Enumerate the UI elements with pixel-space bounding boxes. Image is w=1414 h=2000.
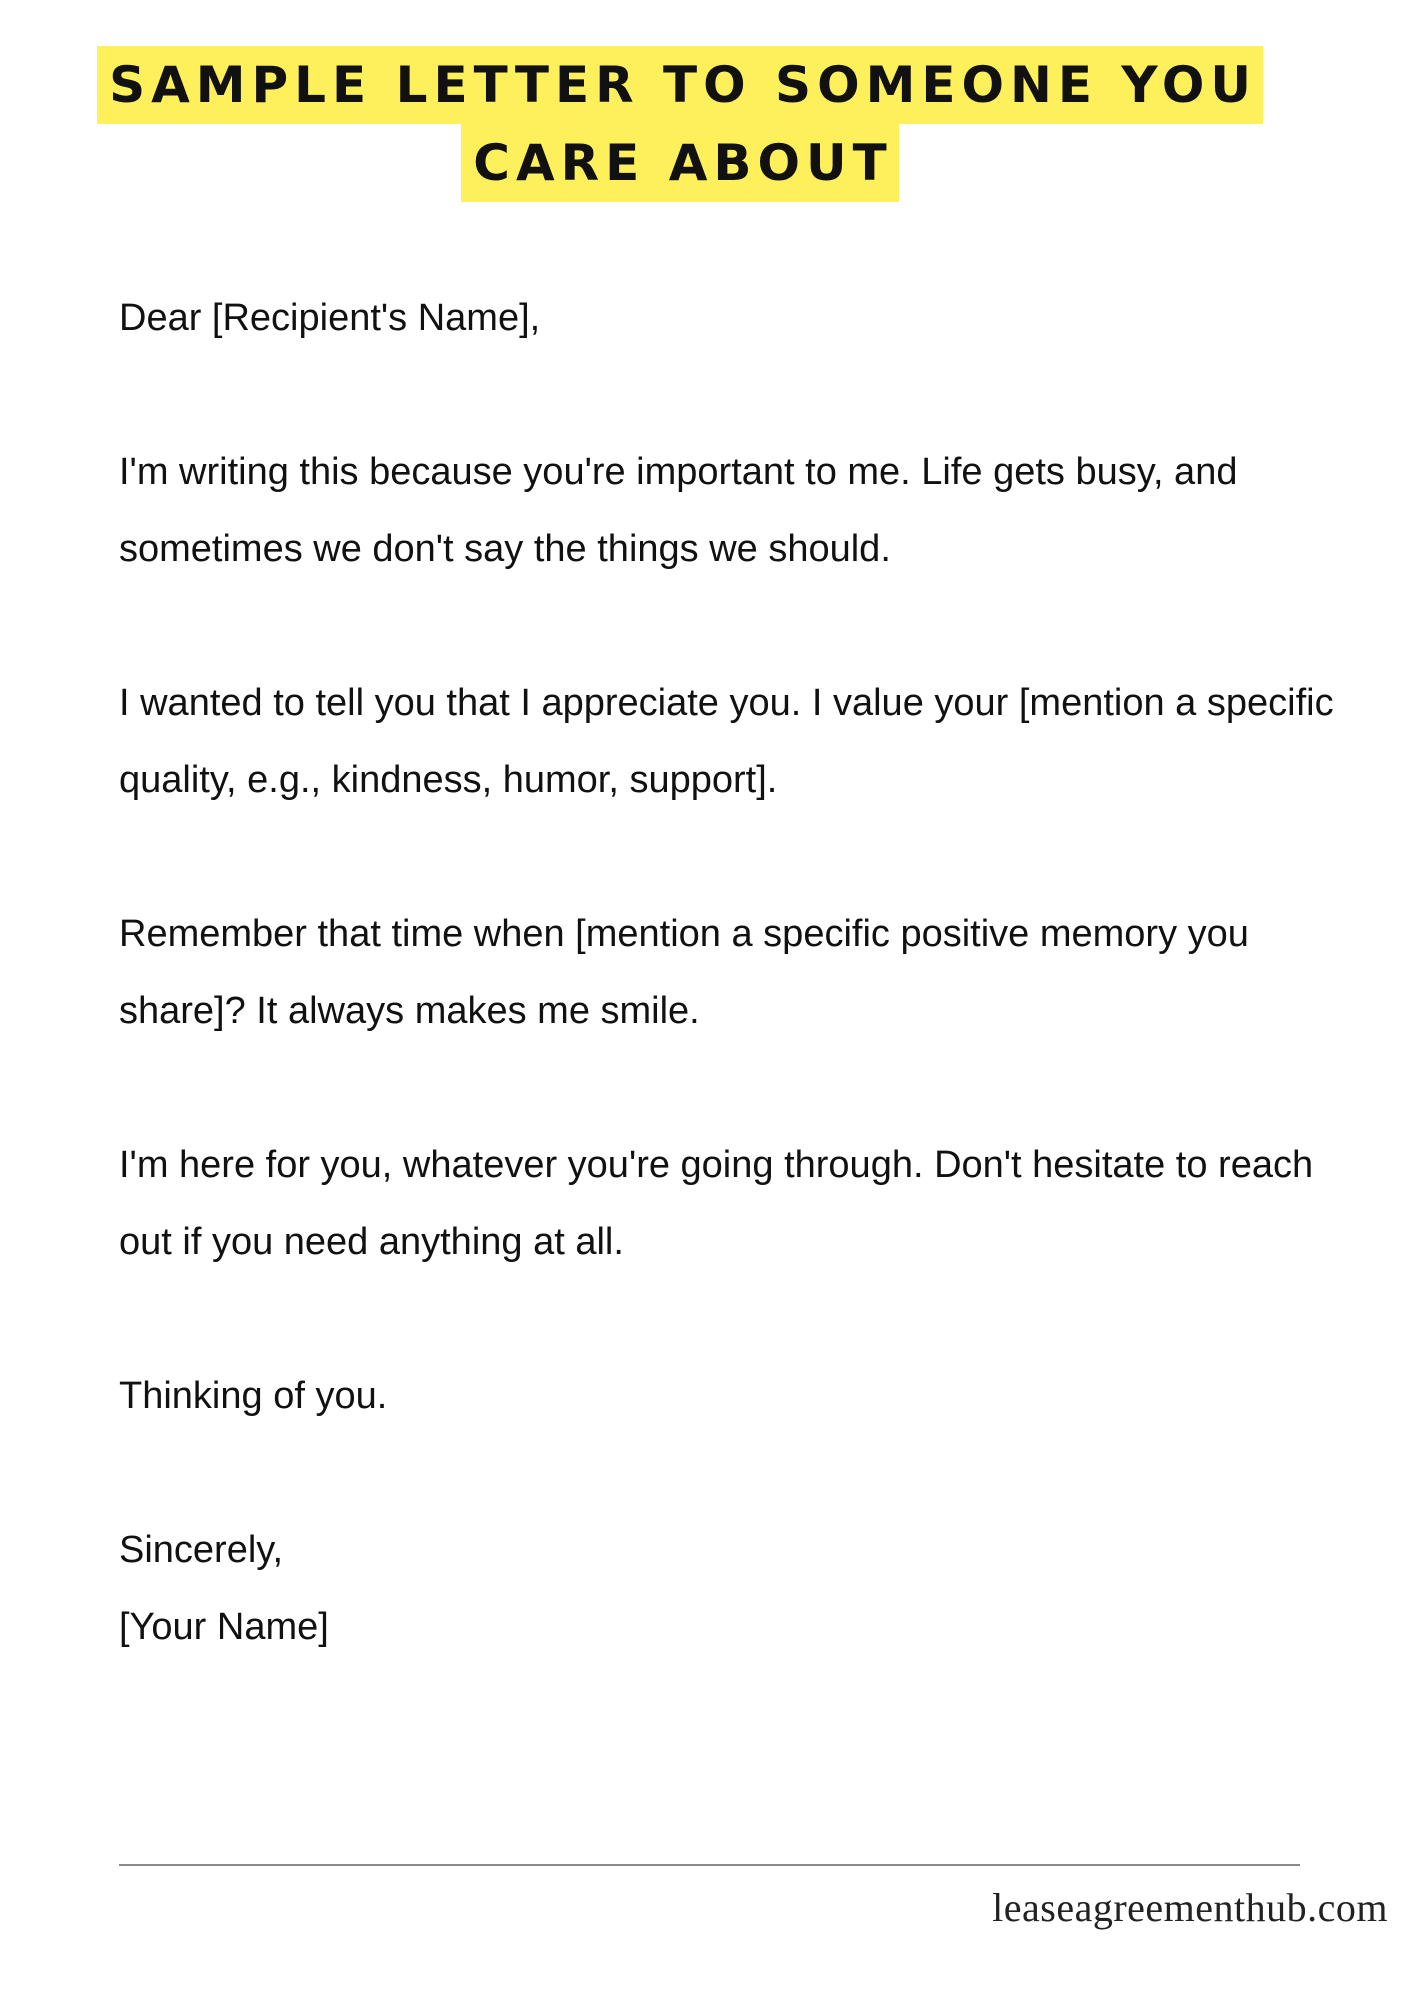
title-line-2: CARE ABOUT xyxy=(461,124,898,202)
signature: [Your Name] xyxy=(119,1606,329,1648)
paragraph-4: I'm here for you, whatever you're going through. Don't hesitate to reach out if you need anything at all. xyxy=(119,1144,1314,1263)
paragraph-5: Thinking of you. xyxy=(119,1375,388,1417)
closing: Sincerely, xyxy=(119,1529,284,1571)
paragraph-1: I'm writing this because you're important to me. Life gets busy, and sometimes we don't say the things we should. xyxy=(119,451,1238,570)
footer-website: leaseagreementhub.com xyxy=(992,1885,1388,1930)
salutation: Dear [Recipient's Name], xyxy=(119,297,541,339)
paragraph-3: Remember that time when [mention a specific positive memory you share]? It always makes me smile. xyxy=(119,913,1249,1032)
title-line-1: SAMPLE LETTER TO SOMEONE YOU xyxy=(97,46,1263,124)
paragraph-2: I wanted to tell you that I appreciate you. I value your [mention a specific quality, e.g., kindness, humor, support]. xyxy=(119,682,1334,801)
letter-body xyxy=(119,280,1359,1666)
sign-off xyxy=(119,1512,1359,1666)
page-title xyxy=(0,46,1360,202)
footer-divider xyxy=(119,1864,1300,1866)
